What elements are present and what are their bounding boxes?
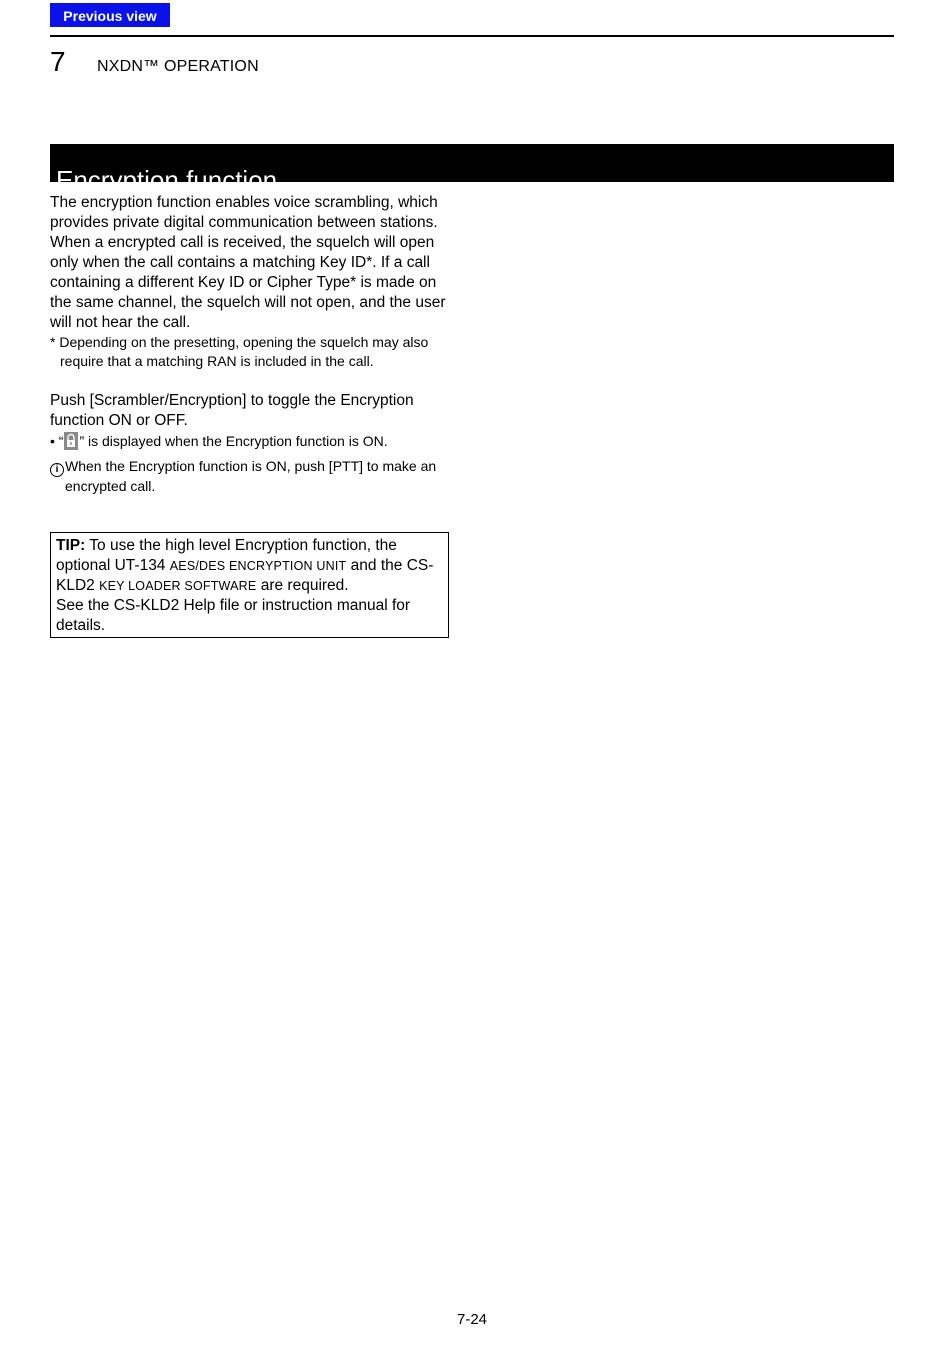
section-title: Encryption function (56, 165, 278, 196)
body-column (50, 193, 450, 496)
tip-box (50, 532, 449, 638)
tip-software-name: KEY LOADER SOFTWARE (99, 579, 257, 593)
chapter-title: NXDN™ OPERATION (97, 58, 259, 75)
tip-label: TIP: (56, 537, 86, 554)
header-divider (50, 35, 894, 37)
info-icon: i (50, 463, 64, 477)
section-header-bar (50, 144, 894, 196)
tip-paragraph-2: See the CS-KLD2 Help file or instruction manual for details. (56, 597, 411, 634)
bullet-note (50, 432, 450, 451)
page-number: 7-24 (456, 1311, 488, 1328)
tip-text-2: and the CS-KLD2 (56, 557, 434, 594)
chapter-number: 7 (50, 46, 66, 77)
lock-icon (64, 432, 78, 450)
info-note-text: When the Encryption function is ON, push [PTT] to make an encrypted call. (65, 458, 437, 494)
intro-paragraph: The encryption function enables voice scrambling, which provides private digital communication between stations. (50, 194, 438, 231)
previous-view-button[interactable]: Previous view (50, 3, 170, 27)
tip-text-1: To use the high level Encryption function, the optional UT-134 (56, 537, 397, 574)
squelch-paragraph: When a encrypted call is received, the squelch will open only when the call contains a matching Key ID*. If a call containing a different Key ID or Cipher Type* is made on the same channel, the squelch will not open, and the user will not hear the call. (50, 234, 446, 331)
tip-text-3: are required. (256, 577, 349, 594)
info-note (50, 457, 450, 496)
bullet-suffix: ” is displayed when the Encryption function is ON. (79, 433, 388, 449)
tip-unit-name: AES/DES ENCRYPTION UNIT (169, 559, 347, 573)
footnote: * Depending on the presetting, opening the squelch may also require that a matching RAN is included in the call. (50, 334, 429, 369)
instruction-paragraph: Push [Scrambler/Encryption] to toggle the Encryption function ON or OFF. (50, 392, 414, 429)
bullet-prefix: • “ (50, 433, 64, 449)
tip-paragraph (56, 536, 443, 596)
